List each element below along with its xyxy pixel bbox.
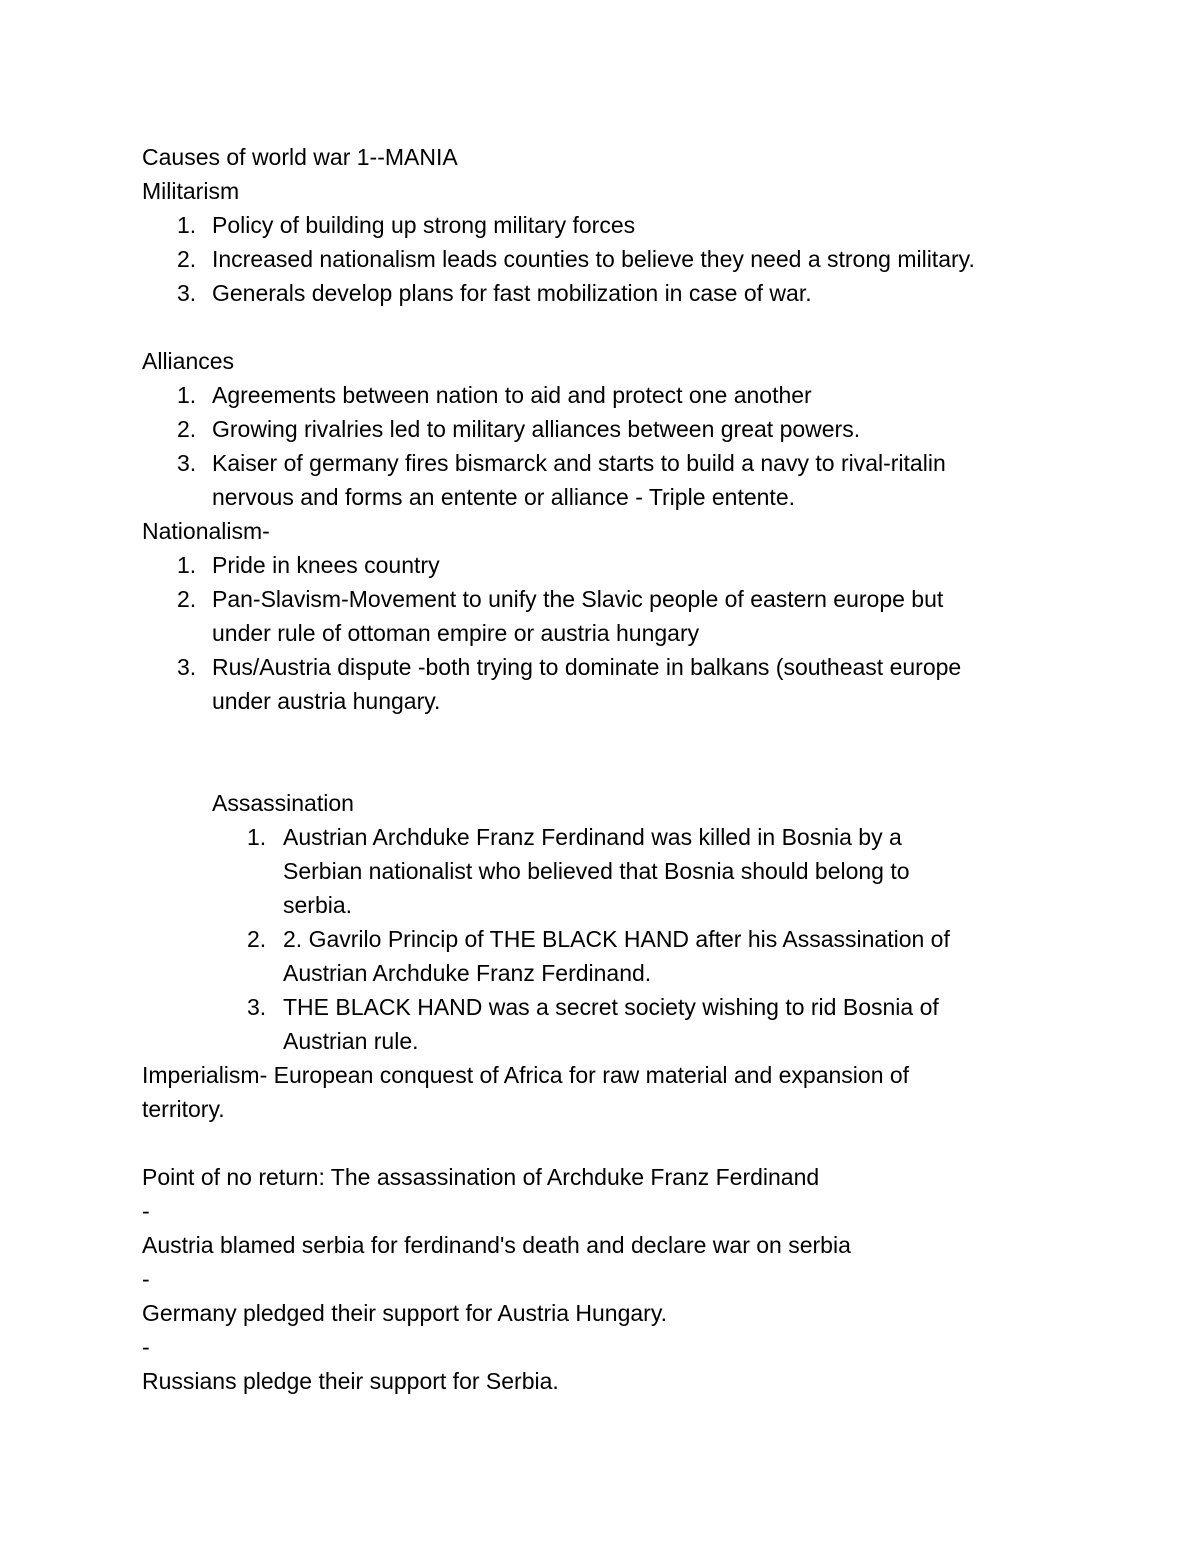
alliances-list [142,378,1102,514]
document-page [142,140,1102,1398]
list-item: 3. Rus/Austria dispute -both trying to dominate in balkans (southeast europe under austria hungary. [177,654,962,714]
dash-separator: - [142,1266,150,1292]
dash-separator: - [142,1334,150,1360]
assassination-list [212,820,1102,1058]
point-of-no-return-heading: Point of no return: The assassination of Archduke Franz Ferdinand [142,1164,820,1190]
list-item: 1. Austrian Archduke Franz Ferdinand was killed in Bosnia by a Serbian nationalist who believed that Bosnia should belong to serbia. [247,824,910,918]
list-item: 2. Growing rivalries led to military alliances between great powers. [177,416,861,442]
imperialism-line: Imperialism- European conquest of Africa for raw material and expansion of [142,1062,910,1088]
spacer [142,310,1102,344]
militarism-list [142,208,1102,310]
spacer [142,1126,1102,1160]
list-item: 2. 2. Gavrilo Princip of THE BLACK HAND after his Assassination of Austrian Archduke Franz Ferdinand. [247,926,950,986]
alliances-heading: Alliances [142,348,235,374]
list-item: 1. Policy of building up strong military forces [177,212,636,238]
assassination-heading: Assassination [212,790,354,816]
event-line: Germany pledged their support for Austria Hungary. [142,1300,668,1326]
document-title: Causes of world war 1--MANIA [142,144,458,170]
event-line: Austria blamed serbia for ferdinand's death and declare war on serbia [142,1232,851,1258]
assassination-section [142,786,1102,1058]
imperialism-line: territory. [142,1096,225,1122]
list-item: 1. Pride in knees country [177,552,440,578]
list-item: 3. Kaiser of germany fires bismarck and starts to build a navy to rival-ritalin nervous and forms an entente or alliance - Triple entente. [177,450,946,510]
list-item: 2. Pan-Slavism-Movement to unify the Slavic people of eastern europe but under rule of ottoman empire or austria hungary [177,586,944,646]
militarism-heading: Militarism [142,178,240,204]
dash-separator: - [142,1198,150,1224]
nationalism-list [142,548,1102,718]
nationalism-heading: Nationalism- [142,518,270,544]
list-item: 2. Increased nationalism leads counties to believe they need a strong military. [177,246,975,272]
list-item: 3. THE BLACK HAND was a secret society wishing to rid Bosnia of Austrian rule. [247,994,939,1054]
list-item: 1. Agreements between nation to aid and protect one another [177,382,812,408]
list-item: 3. Generals develop plans for fast mobilization in case of war. [177,280,812,306]
event-line: Russians pledge their support for Serbia. [142,1368,559,1394]
